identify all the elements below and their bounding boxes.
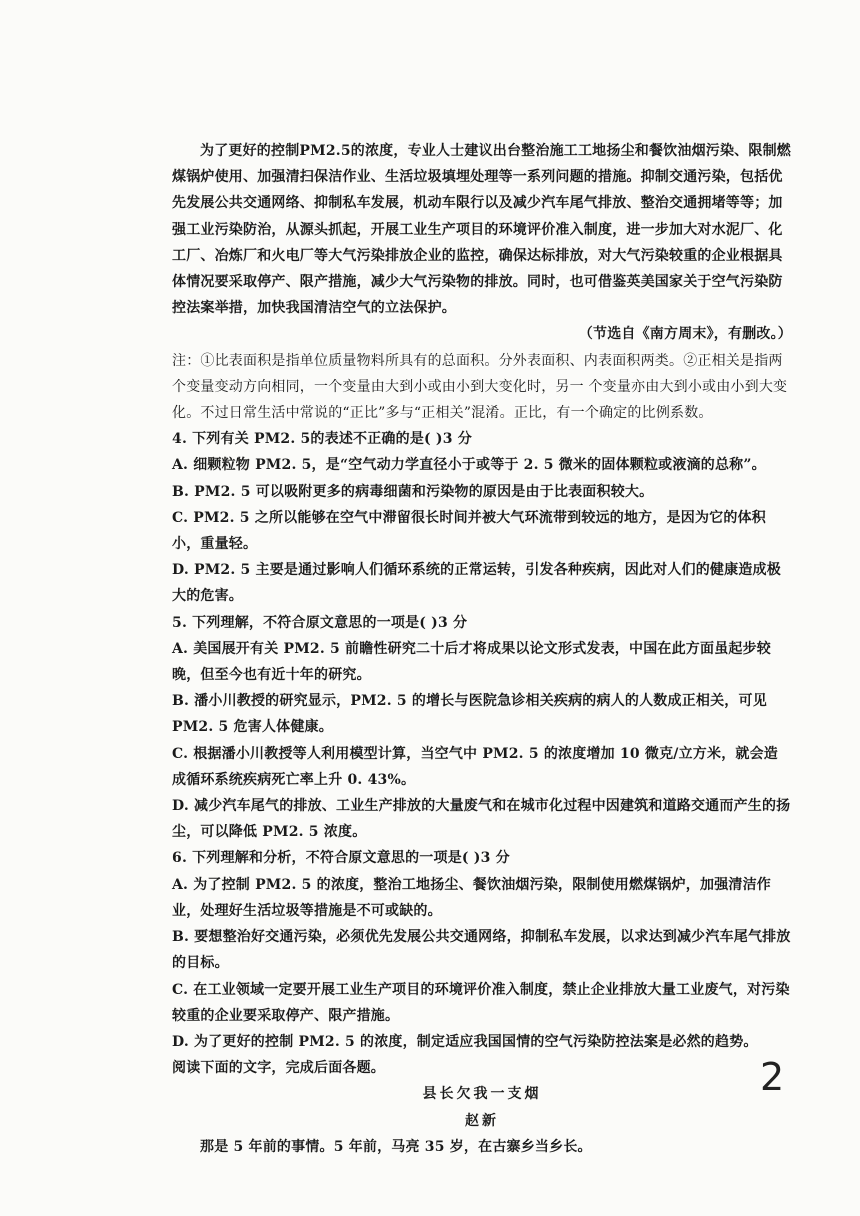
question-stem: 5. 下列理解，不符合原文意思的一项是( )3 分 bbox=[172, 614, 468, 631]
option-a: A. 为了控制 PM2. 5 的浓度，整治工地扬尘、餐饮油烟污染，限制使用燃煤锅炉，加强清洁作业，处理好生活垃圾等措施是不可或缺的。 bbox=[172, 876, 772, 919]
option-d: D. 减少汽车尾气的排放、工业生产排放的大量废气和在城市化过程中因建筑和道路交通而产生的扬尘，可以降低 PM2. 5 浓度。 bbox=[172, 798, 791, 841]
question-stem: 4. 下列有关 PM2. 5的表述不正确的是( )3 分 bbox=[172, 431, 472, 448]
page-content bbox=[172, 138, 792, 1160]
option-c: C. 根据潘小川教授等人利用模型计算，当空气中 PM2. 5 的浓度增加 10 微克/立方米，就会造成循环系统疾病死亡率上升 0. 43%。 bbox=[172, 745, 778, 788]
page-number: 2 bbox=[760, 1055, 785, 1099]
option-b: B. 要想整治好交通污染，必须优先发展公共交通网络，抑制私车发展，以求达到减少汽车尾气排放的目标。 bbox=[172, 929, 791, 972]
option-c: C. PM2. 5 之所以能够在空气中滞留很长时间并被大气环流带到较远的地方，是因为它的体积小，重量轻。 bbox=[172, 509, 766, 553]
option-d: D. 为了更好的控制 PM2. 5 的浓度，制定适应我国国情的空气污染防控法案是必然的趋势。 bbox=[172, 1033, 758, 1050]
option-b: B. 潘小川教授的研究显示，PM2. 5 的增长与医院急诊相关疾病的病人的人数成正相关，可见 PM2. 5 危害人体健康。 bbox=[172, 693, 767, 736]
footnote: 注：①比表面积是指单位质量物料所具有的总面积。分外表面积、内表面积两类。②正相关是指两个变量变动方向相同，一个变量由大到小或由小到大变化时，另一 个变量亦由大到小或由小到大变化。不过日常生活中常说的“正比”多与“正相关”混淆。正比，有一个确定的比例系数。 bbox=[172, 352, 788, 422]
question-stem: 6. 下列理解和分析，不符合原文意思的一项是( )3 分 bbox=[172, 850, 510, 867]
story-first-line: 那是 5 年前的事情。5 年前，马亮 35 岁，在古寨乡当乡长。 bbox=[200, 1138, 592, 1155]
option-b: B. PM2. 5 可以吸附更多的病毒细菌和污染物的原因是由于比表面积较大。 bbox=[172, 483, 654, 500]
option-c: C. 在工业领域一定要开展工业生产项目的环境评价准入制度，禁止企业排放大量工业废气，对污染较重的企业要采取停产、限产措施。 bbox=[172, 981, 790, 1024]
passage-paragraph: 为了更好的控制PM2.5的浓度，专业人士建议出台整治施工工地扬尘和餐饮油烟污染、限制燃煤锅炉使用、加强清扫保洁作业、生活垃圾填埋处理等一系列问题的措施。抑制交通污染，包括优先发展公共交通网络、抑制私车发展，机动车限行以及减少汽车尾气排放、整治交通拥堵等等；加强工业污染防治，从源头抓起，开展工业生产项目的环境评价准入制度，进一步加大对水泥厂、化工厂、冶炼厂和火电厂等大气污染排放企业的监控，确保达标排放，对大气污染较重的企业根据具体情况要采取停产、限产措施，减少大气污染物的排放。同时，也可借鉴英美国家关于空气污染防控法案举措，加快我国清洁空气的立法保护。 bbox=[172, 143, 791, 317]
story-title: 县长欠我一支烟 bbox=[422, 1086, 542, 1103]
reading-instruction: 阅读下面的文字，完成后面各题。 bbox=[172, 1060, 385, 1077]
question-6 bbox=[172, 845, 792, 1055]
story-author: 赵新 bbox=[465, 1112, 499, 1129]
option-a: A. 细颗粒物 PM2. 5，是“空气动力学直径小于或等于 2. 5 微米的固体颗粒或液滴的总称”。 bbox=[172, 457, 766, 474]
question-5 bbox=[172, 610, 792, 846]
option-a: A. 美国展开有关 PM2. 5 前瞻性研究二十后才将成果以论文形式发表，中国在此方面虽起步较晚，但至今也有近十年的研究。 bbox=[172, 640, 772, 684]
option-d: D. PM2. 5 主要是通过影响人们循环系统的正常运转，引发各种疾病，因此对人们的健康造成极大的危害。 bbox=[172, 562, 781, 605]
passage-source: （节选自《南方周末》，有删改。） bbox=[578, 326, 792, 343]
question-4 bbox=[172, 426, 792, 609]
